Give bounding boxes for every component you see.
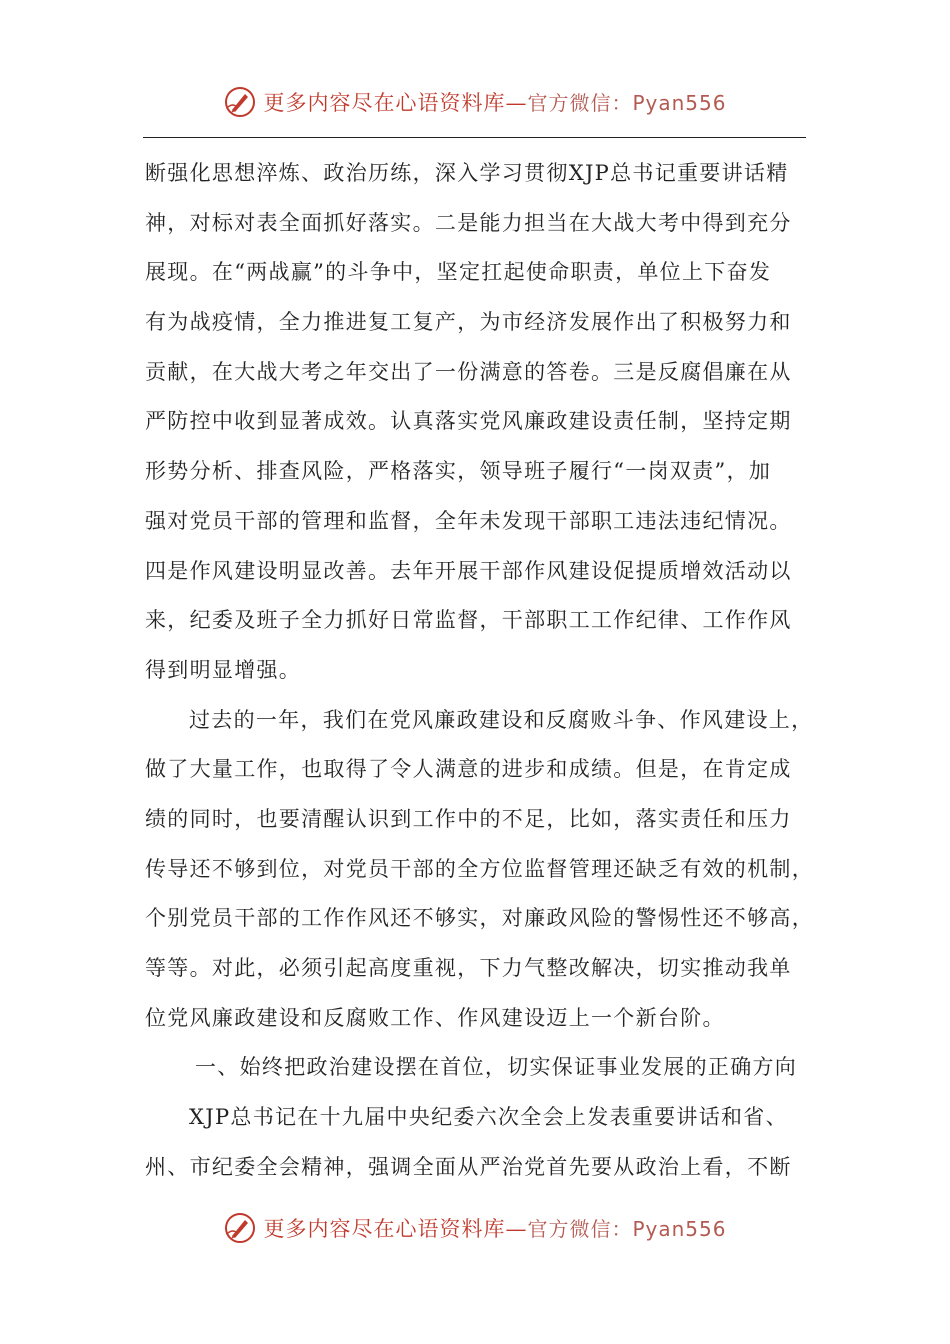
text-line: 绩的同时，也要清醒认识到工作中的不足，比如，落实责任和压力 [145,806,792,831]
text-line: 个别党员干部的工作作风还不够实，对廉政风险的警惕性还不够高， [145,906,814,931]
text-line: 强对党员干部的管理和监督，全年未发现干部职工违法违纪情况。 [145,508,792,533]
text-line: 位党风廉政建设和反腐败工作、作风建设迈上一个新台阶。 [145,1005,725,1030]
text-line: 得到明显增强。 [145,657,302,682]
paragraph-start-line: 过去的一年，我们在党风廉政建设和反腐败斗争、作风建设上， [189,707,814,732]
footer-banner [0,1206,950,1250]
text-line: 传导还不够到位，对党员干部的全方位监督管理还缺乏有效的机制， [145,856,814,881]
text-line: 形势分析、排查风险，严格落实，领导班子履行“一岗双责”，加 [145,459,772,484]
section-heading: 一、始终把政治建设摆在首位，切实保证事业发展的正确方向 [195,1055,798,1080]
text-line: 有为战疫情，全力推进复工复产，为市经济发展作出了积极努力和 [145,310,792,335]
text-line: 断强化思想淬炼、政治历练，深入学习贯彻XJP总书记重要讲话精 [145,161,789,185]
text-line: 等等。对此，必须引起高度重视，下力气整改解决，切实推动我单 [145,956,792,980]
text-line: 做了大量工作，也取得了令人满意的进步和成绩。但是，在肯定成 [145,757,792,782]
header-banner-text: 更多内容尽在心语资料库—官方微信：Pyan556 [263,91,727,115]
document-body [145,149,814,1192]
text-line: 贡献，在大战大考之年交出了一份满意的答卷。三是反腐倡廉在从 [145,359,792,384]
header-banner [0,80,950,124]
text-line: 来，纪委及班子全力抓好日常监督，干部职工工作纪律、工作作风 [145,608,792,633]
paragraph-start-line: XJP总书记在十九届中央纪委六次全会上发表重要讲话和省、 [189,1105,788,1130]
header-rule [143,137,806,138]
text-line: 展现。在“两战赢”的斗争中，坚定扛起使命职责，单位上下奋发 [145,260,772,285]
text-line: 神，对标对表全面抓好落实。二是能力担当在大战大考中得到充分 [145,210,792,235]
pen-logo-icon [223,1211,257,1245]
footer-banner-text: 更多内容尽在心语资料库—官方微信：Pyan556 [263,1217,727,1241]
pen-logo-icon [223,85,257,119]
text-line: 州、市纪委全会精神，强调全面从严治党首先要从政治上看，不断 [145,1154,792,1179]
text-line: 四是作风建设明显改善。去年开展干部作风建设促提质增效活动以 [145,558,792,583]
text-line: 严防控中收到显著成效。认真落实党风廉政建设责任制，坚持定期 [145,409,792,434]
